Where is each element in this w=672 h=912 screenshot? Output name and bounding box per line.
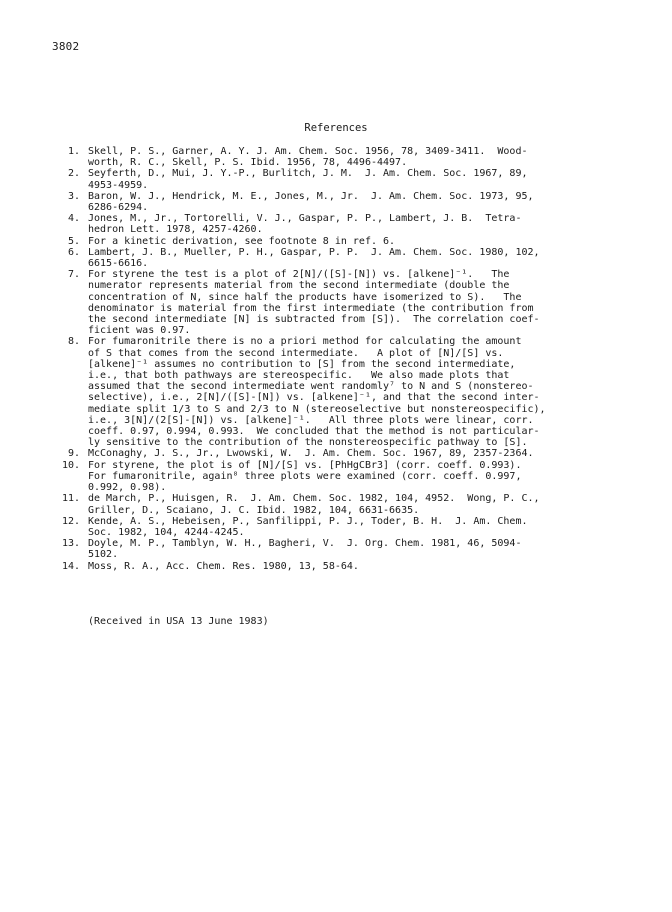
reference-line: 6615-6616.: [88, 258, 149, 270]
reference-item: [52, 516, 632, 538]
reference-line: For fumaronitrile there is no a priori method for calculating the amount: [88, 336, 522, 348]
reference-line: ficient was 0.97.: [88, 325, 191, 337]
reference-text: [88, 236, 632, 247]
reference-line: For styrene, the plot is of [N]/[S] vs. [PhHgCBr3] (corr. coeff. 0.993).: [88, 459, 522, 471]
reference-line: selective), i.e., 2[N]/([S]-[N]) vs. [alkene]⁻¹, and that the second inter-: [88, 392, 540, 404]
reference-line: 0.992, 0.98).: [88, 482, 167, 494]
reference-number: 11.: [61, 493, 80, 505]
reference-list: [52, 146, 632, 572]
reference-number: 3.: [67, 190, 80, 202]
reference-number: 13.: [61, 538, 80, 550]
reference-line: concentration of N, since half the products have isomerized to S). The: [88, 291, 522, 303]
reference-line: i.e., that both pathways are stereospecific. We also made plots that: [88, 370, 510, 382]
reference-line: mediate split 1/3 to S and 2/3 to N (stereoselective but nonstereospecific),: [88, 403, 546, 415]
reference-text: [88, 191, 632, 213]
reference-line: For fumaronitrile, again⁸ three plots were examined (corr. coeff. 0.997,: [88, 470, 522, 482]
reference-item: [52, 247, 632, 269]
reference-number: 2.: [67, 168, 80, 180]
reference-item: [52, 146, 632, 168]
reference-number: 14.: [61, 560, 80, 572]
reference-text: [88, 538, 632, 560]
reference-item: [52, 168, 632, 190]
reference-text: [88, 213, 632, 235]
reference-text: [88, 146, 632, 168]
reference-number: 7.: [67, 269, 80, 281]
reference-item: [52, 561, 632, 572]
reference-line: Soc. 1982, 104, 4244-4245.: [88, 526, 245, 538]
reference-line: Kende, A. S., Hebeisen, P., Sanfilippi, P. J., Toder, B. H. J. Am. Chem.: [88, 515, 528, 527]
reference-line: 4953-4959.: [88, 179, 149, 191]
reference-item: [52, 213, 632, 235]
reference-item: [52, 336, 632, 448]
page-number: 3802: [52, 40, 80, 53]
reference-line: Skell, P. S., Garner, A. Y. J. Am. Chem. Soc. 1956, 78, 3409-3411. Wood-: [88, 146, 528, 157]
reference-number: 4.: [67, 213, 80, 225]
reference-line: denominator is material from the first intermediate (the contribution from: [88, 302, 534, 314]
reference-text: [88, 561, 632, 572]
reference-number: 9.: [67, 448, 80, 460]
reference-number: 5.: [67, 235, 80, 247]
reference-line: Seyferth, D., Mui, J. Y.-P., Burlitch, J. M. J. Am. Chem. Soc. 1967, 89,: [88, 168, 528, 180]
reference-item: [52, 236, 632, 247]
reference-line: of S that comes from the second intermediate. A plot of [N]/[S] vs.: [88, 347, 504, 359]
reference-line: [alkene]⁻¹ assumes no contribution to [S] from the second intermediate,: [88, 358, 516, 370]
reference-line: Baron, W. J., Hendrick, M. E., Jones, M., Jr. J. Am. Chem. Soc. 1973, 95,: [88, 190, 534, 202]
reference-text: [88, 269, 632, 336]
received-date: (Received in USA 13 June 1983): [88, 616, 269, 627]
reference-line: McConaghy, J. S., Jr., Lwowski, W. J. Am. Chem. Soc. 1967, 89, 2357-2364.: [88, 448, 534, 460]
reference-line: Jones, M., Jr., Tortorelli, V. J., Gaspar, P. P., Lambert, J. B. Tetra-: [88, 213, 522, 225]
reference-number: 8.: [67, 336, 80, 348]
reference-line: Doyle, M. P., Tamblyn, W. H., Bagheri, V. J. Org. Chem. 1981, 46, 5094-: [88, 538, 522, 550]
section-title: References: [304, 122, 368, 134]
reference-line: 5102.: [88, 549, 119, 561]
reference-item: [52, 493, 632, 515]
reference-line: assumed that the second intermediate went randomly⁷ to N and S (nonstereo-: [88, 381, 534, 393]
reference-line: coeff. 0.97, 0.994, 0.993. We concluded that the method is not particular-: [88, 426, 540, 438]
reference-item: [52, 538, 632, 560]
reference-text: [88, 247, 632, 269]
reference-line: hedron Lett. 1978, 4257-4260.: [88, 224, 263, 236]
reference-line: 6286-6294.: [88, 202, 149, 214]
reference-line: For styrene the test is a plot of 2[N]/([S]-[N]) vs. [alkene]⁻¹. The: [88, 269, 510, 281]
reference-item: [52, 269, 632, 336]
reference-number: 10.: [61, 459, 80, 471]
reference-number: 6.: [67, 246, 80, 258]
reference-text: [88, 448, 632, 459]
reference-line: de March, P., Huisgen, R. J. Am. Chem. Soc. 1982, 104, 4952. Wong, P. C.,: [88, 493, 540, 505]
reference-line: Moss, R. A., Acc. Chem. Res. 1980, 13, 58-64.: [88, 560, 359, 572]
reference-line: numerator represents material from the second intermediate (double the: [88, 280, 510, 292]
reference-item: [52, 448, 632, 459]
reference-line: Lambert, J. B., Mueller, P. H., Gaspar, P. P. J. Am. Chem. Soc. 1980, 102,: [88, 246, 540, 258]
reference-line: i.e., 3[N]/(2[S]-[N]) vs. [alkene]⁻¹. All three plots were linear, corr.: [88, 414, 534, 426]
reference-line: worth, R. C., Skell, P. S. Ibid. 1956, 78, 4496-4497.: [88, 157, 408, 169]
reference-text: [88, 516, 632, 538]
reference-line: For a kinetic derivation, see footnote 8 in ref. 6.: [88, 235, 396, 247]
reference-text: [88, 460, 632, 494]
reference-item: [52, 460, 632, 494]
reference-line: ly sensitive to the contribution of the nonstereospecific pathway to [S].: [88, 437, 528, 449]
reference-line: Griller, D., Scaiano, J. C. Ibid. 1982, 104, 6631-6635.: [88, 504, 420, 516]
reference-text: [88, 493, 632, 515]
reference-text: [88, 336, 632, 448]
reference-item: [52, 191, 632, 213]
reference-number: 1.: [67, 146, 80, 157]
reference-text: [88, 168, 632, 190]
reference-line: the second intermediate [N] is subtracted from [S]). The correlation coef-: [88, 314, 540, 326]
reference-number: 12.: [61, 515, 80, 527]
